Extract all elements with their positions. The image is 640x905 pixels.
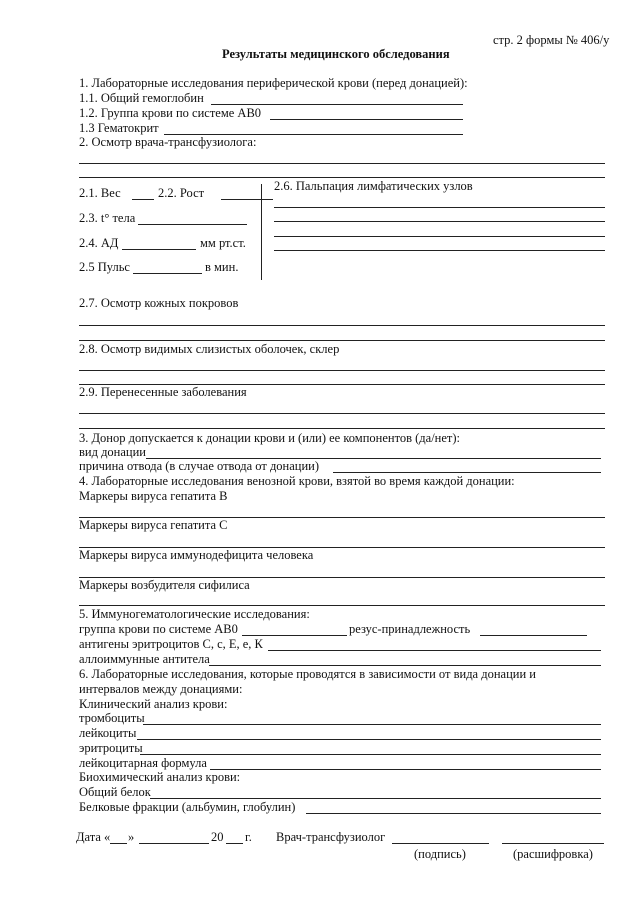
hematocrit-label: 1.3 Гематокрит: [79, 121, 159, 135]
blood-group-field[interactable]: [270, 119, 463, 120]
formula-field[interactable]: [210, 769, 601, 770]
date-month-field[interactable]: [139, 843, 209, 844]
antibodies-field[interactable]: [209, 665, 601, 666]
lymph-line-1[interactable]: [274, 207, 605, 208]
fractions-field[interactable]: [306, 813, 601, 814]
diseases-line-2[interactable]: [79, 428, 605, 429]
antigens-label: антигены эритроцитов С, с, Е, е, К: [79, 637, 263, 651]
s6-heading-2: интервалов между донациями:: [79, 682, 243, 696]
diseases-label: 2.9. Перенесенные заболевания: [79, 385, 247, 399]
date-close: »: [128, 830, 135, 844]
syphilis-label: Маркеры возбудителя сифилиса: [79, 578, 250, 592]
biochem-label: Биохимический анализ крови:: [79, 770, 241, 784]
hemoglobin-field[interactable]: [211, 104, 463, 105]
signature-field[interactable]: [392, 843, 489, 844]
skin-line-1[interactable]: [79, 325, 605, 326]
weight-field[interactable]: [132, 199, 154, 200]
blood-group-label: 1.2. Группа крови по системе АВ0: [79, 106, 262, 120]
year-prefix: 20: [211, 830, 224, 844]
s5-blood-group-label: группа крови по системе АВ0: [79, 622, 238, 636]
column-divider: [261, 184, 262, 280]
decoding-field[interactable]: [502, 843, 604, 844]
height-field[interactable]: [221, 199, 273, 200]
rejection-label: причина отвода (в случае отвода от донации): [79, 459, 320, 473]
date-year-field[interactable]: [226, 843, 243, 844]
leukocytes-field[interactable]: [137, 739, 601, 740]
rh-label: резус-принадлежность: [349, 622, 471, 636]
rh-field[interactable]: [480, 635, 587, 636]
skin-label: 2.7. Осмотр кожных покровов: [79, 296, 239, 310]
lymph-label: 2.6. Пальпация лимфатических узлов: [274, 179, 473, 193]
diseases-line-1[interactable]: [79, 413, 605, 414]
pulse-label: 2.5 Пульс: [79, 260, 130, 274]
antigens-field[interactable]: [268, 650, 601, 651]
decoding-caption: (расшифровка): [513, 847, 593, 861]
date-day-field[interactable]: [110, 843, 127, 844]
exam-line-2[interactable]: [79, 177, 605, 178]
platelets-label: тромбоциты: [79, 711, 145, 725]
hemoglobin-label: 1.1. Общий гемоглобин: [79, 91, 204, 105]
page-title: Результаты медицинского обследования: [222, 47, 450, 61]
s5-heading: 5. Иммуногематологические исследования:: [79, 607, 310, 621]
pulse-field[interactable]: [133, 273, 202, 274]
clinical-label: Клинический анализ крови:: [79, 697, 228, 711]
exam-line-1[interactable]: [79, 163, 605, 164]
skin-line-2[interactable]: [79, 340, 605, 341]
mucosa-line-1[interactable]: [79, 370, 605, 371]
form-page-ref: стр. 2 формы № 406/у: [493, 33, 610, 47]
protein-label: Общий белок: [79, 785, 151, 799]
platelets-field[interactable]: [143, 724, 601, 725]
erythrocytes-label: эритроциты: [79, 741, 143, 755]
weight-label: 2.1. Вес: [79, 186, 121, 200]
antibodies-label: аллоиммунные антитела: [79, 652, 210, 666]
s5-blood-group-field[interactable]: [242, 635, 347, 636]
leukocytes-label: лейкоциты: [79, 726, 137, 740]
formula-label: лейкоцитарная формула: [79, 756, 207, 770]
s2-heading: 2. Осмотр врача-трансфузиолога:: [79, 135, 257, 149]
height-label: 2.2. Рост: [158, 186, 205, 200]
hep-b-label: Маркеры вируса гепатита В: [79, 489, 228, 503]
rejection-field[interactable]: [333, 472, 601, 473]
lymph-line-3[interactable]: [274, 236, 605, 237]
donation-type-label: вид донации: [79, 445, 146, 459]
protein-field[interactable]: [150, 798, 601, 799]
lymph-line-4[interactable]: [274, 250, 605, 251]
pulse-unit: в мин.: [205, 260, 239, 274]
date-prefix: Дата «: [76, 830, 111, 844]
doctor-label: Врач-трансфузиолог: [276, 830, 386, 844]
s6-heading-1: 6. Лабораторные исследования, которые проводятся в зависимости от вида донации и: [79, 667, 536, 681]
syphilis-field[interactable]: [79, 605, 605, 606]
bp-label: 2.4. АД: [79, 236, 119, 250]
lymph-line-2[interactable]: [274, 221, 605, 222]
temp-label: 2.3. t° тела: [79, 211, 136, 225]
year-suffix: г.: [245, 830, 252, 844]
s3-heading: 3. Донор допускается к донации крови и (или) ее компонентов (да/нет):: [79, 431, 461, 445]
hep-c-label: Маркеры вируса гепатита С: [79, 518, 228, 532]
erythrocytes-field[interactable]: [140, 754, 601, 755]
bp-unit: мм рт.ст.: [200, 236, 246, 250]
signature-caption: (подпись): [414, 847, 466, 861]
hiv-label: Маркеры вируса иммунодефицита человека: [79, 548, 314, 562]
bp-field[interactable]: [122, 249, 196, 250]
temp-field[interactable]: [138, 224, 247, 225]
mucosa-label: 2.8. Осмотр видимых слизистых оболочек, склер: [79, 342, 340, 356]
s4-heading: 4. Лабораторные исследования венозной крови, взятой во время каждой донации:: [79, 474, 515, 488]
s1-heading: 1. Лабораторные исследования периферической крови (перед донацией):: [79, 76, 468, 90]
fractions-label: Белковые фракции (альбумин, глобулин): [79, 800, 296, 814]
